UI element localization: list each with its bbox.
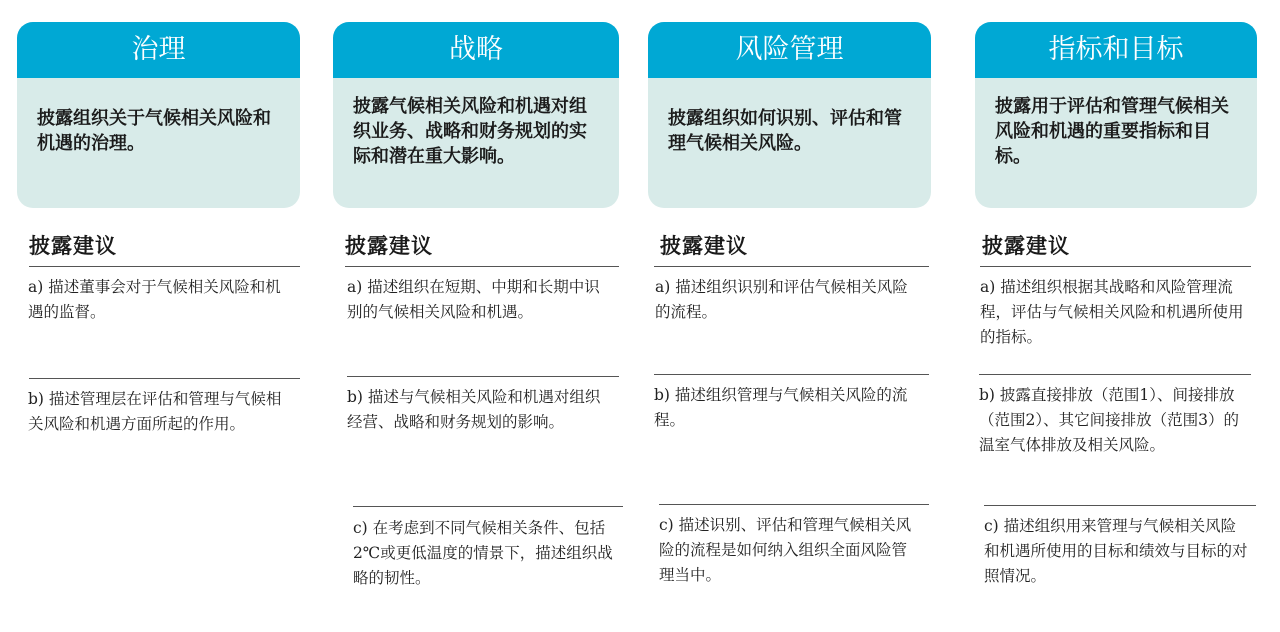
recommendation-item: b) 披露直接排放（范围1）、间接排放（范围2）、其它间接排放（范围3）的温室气体排放及相关风险。 (979, 386, 1239, 454)
recommendation-item: a) 描述董事会对于气候相关风险和机遇的监督。 (28, 278, 281, 321)
card-description: 披露组织关于气候相关风险和机遇的治理。 (37, 108, 271, 154)
card-description: 披露用于评估和管理气候相关风险和机遇的重要指标和目标。 (995, 96, 1229, 167)
divider (29, 378, 300, 379)
recommendation-item: a) 描述组织根据其战略和风险管理流程，评估与气候相关风险和机遇所使用的指标。 (980, 278, 1244, 346)
recommendation-item: a) 描述组织识别和评估气候相关风险的流程。 (655, 278, 908, 321)
recommendations-heading: 披露建议 (660, 233, 748, 258)
divider (979, 374, 1251, 375)
recommendation-item: b) 描述组织管理与气候相关风险的流程。 (654, 386, 908, 429)
column-metrics-targets (975, 22, 1257, 622)
card-title: 治理 (17, 22, 300, 78)
strategy-card (333, 22, 619, 208)
card-description: 披露组织如何识别、评估和管理气候相关风险。 (668, 108, 902, 154)
divider (654, 374, 929, 375)
recommendation-item: c) 描述组织用来管理与气候相关风险和机遇所使用的目标和绩效与目标的对照情况。 (984, 517, 1248, 585)
governance-card (17, 22, 300, 208)
divider (654, 266, 929, 267)
metrics-targets-card (975, 22, 1257, 208)
divider (984, 505, 1256, 506)
recommendation-item: c) 在考虑到不同气候相关条件、包括2℃或更低温度的情景下，描述组织战略的韧性。 (353, 519, 613, 587)
divider (345, 266, 619, 267)
card-title: 风险管理 (648, 22, 931, 78)
divider (659, 504, 929, 505)
recommendation-item: a) 描述组织在短期、中期和长期中识别的气候相关风险和机遇。 (347, 278, 600, 321)
recommendation-item: c) 描述识别、评估和管理气候相关风险的流程是如何纳入组织全面风险管理当中。 (659, 516, 912, 584)
column-strategy (333, 22, 619, 622)
recommendations-heading: 披露建议 (29, 233, 117, 258)
divider (353, 506, 623, 507)
recommendation-item: b) 描述管理层在评估和管理与气候相关风险和机遇方面所起的作用。 (28, 390, 282, 433)
card-title: 战略 (333, 22, 619, 78)
divider (347, 376, 619, 377)
recommendation-item: b) 描述与气候相关风险和机遇对组织经营、战略和财务规划的影响。 (347, 388, 601, 431)
card-title: 指标和目标 (975, 22, 1257, 78)
risk-management-card (648, 22, 931, 208)
divider (29, 266, 300, 267)
recommendations-heading: 披露建议 (982, 233, 1070, 258)
divider (980, 266, 1251, 267)
recommendations-heading: 披露建议 (345, 233, 433, 258)
card-description: 披露气候相关风险和机遇对组织业务、战略和财务规划的实际和潜在重大影响。 (353, 96, 587, 167)
column-governance (17, 22, 300, 622)
column-risk-management (648, 22, 931, 622)
